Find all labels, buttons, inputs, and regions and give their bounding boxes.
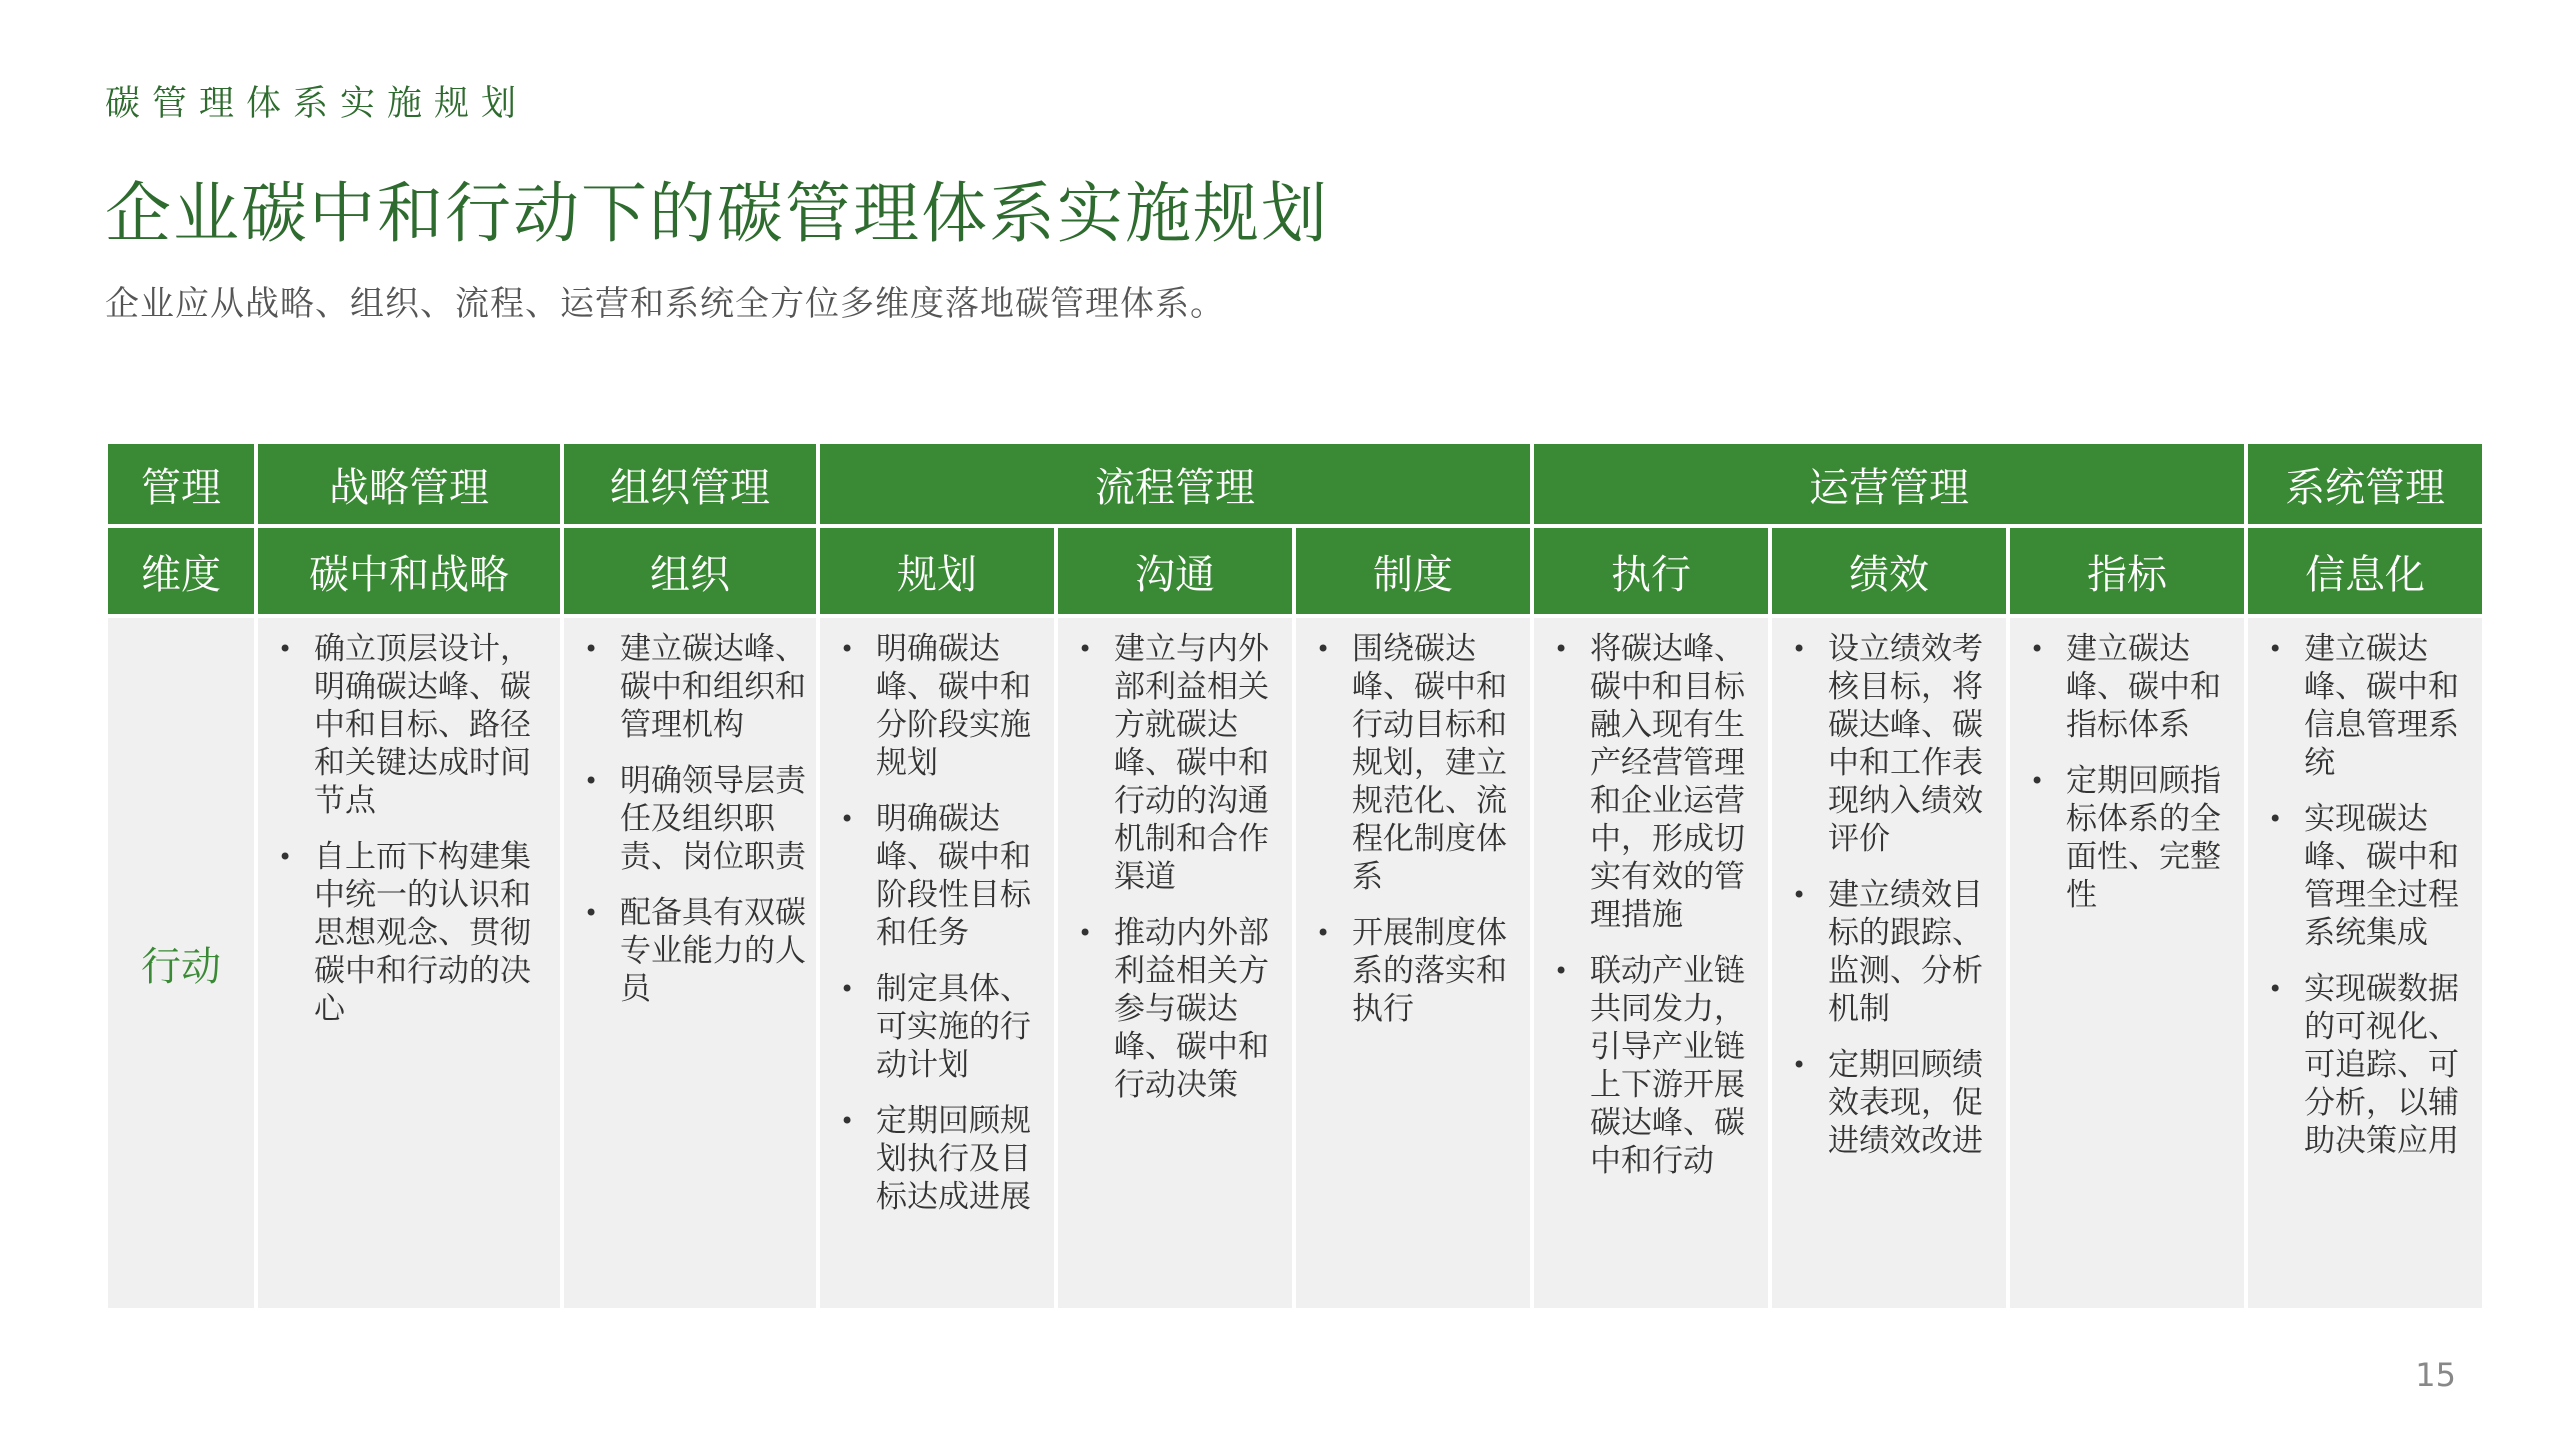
bullet-list xyxy=(1296,618,1530,1028)
section-label: 碳管理体系实施规划 xyxy=(105,84,529,124)
dimension-cell: 沟通 xyxy=(1058,528,1292,614)
action-cell xyxy=(2248,618,2482,1308)
bullet-list xyxy=(2248,618,2482,1160)
page-number: 15 xyxy=(2415,1356,2456,1394)
bullet-item: • 围绕碳达峰、碳中和行动目标和规划，建立规范化、流程化制度体系 xyxy=(1316,630,1520,896)
action-cell xyxy=(1772,618,2006,1308)
bullet-item: • 明确碳达峰、碳中和分阶段实施规划 xyxy=(840,630,1044,782)
action-cell xyxy=(2010,618,2244,1308)
bullet-item: • 将碳达峰、碳中和目标融入现有生产经营管理和企业运营中，形成切实有效的管理措施 xyxy=(1554,630,1758,934)
dimension-cell: 指标 xyxy=(2010,528,2244,614)
bullet-item: • 明确领导层责任及组织职责、岗位职责 xyxy=(584,762,806,876)
row-label-dimension: 维度 xyxy=(108,528,254,614)
row-label-management: 管理 xyxy=(108,444,254,524)
bullet-item: • 实现碳数据的可视化、可追踪、可分析，以辅助决策应用 xyxy=(2268,970,2472,1160)
action-cell xyxy=(1534,618,1768,1308)
bullet-item: • 定期回顾规划执行及目标达成进展 xyxy=(840,1102,1044,1216)
bullet-list xyxy=(1772,618,2006,1160)
bullet-item: • 实现碳达峰、碳中和管理全过程系统集成 xyxy=(2268,800,2472,952)
bullet-item: • 建立碳达峰、碳中和指标体系 xyxy=(2030,630,2234,744)
page-subtitle: 企业应从战略、组织、流程、运营和系统全方位多维度落地碳管理体系。 xyxy=(105,284,1225,324)
action-row xyxy=(108,618,2482,1308)
bullet-item: • 自上而下构建集中统一的认识和思想观念、贯彻碳中和行动的决心 xyxy=(278,838,550,1028)
bullet-item: • 明确碳达峰、碳中和阶段性目标和任务 xyxy=(840,800,1044,952)
action-cell xyxy=(1058,618,1292,1308)
bullet-list xyxy=(2010,618,2244,914)
row-label-action: 行动 xyxy=(108,618,254,1308)
bullet-item: • 制定具体、可实施的行动计划 xyxy=(840,970,1044,1084)
bullet-item: • 确立顶层设计，明确碳达峰、碳中和目标、路径和关键达成时间节点 xyxy=(278,630,550,820)
page-title: 企业碳中和行动下的碳管理体系实施规划 xyxy=(105,175,1329,252)
bullet-item: • 建立绩效目标的跟踪、监测、分析机制 xyxy=(1792,876,1996,1028)
dimension-cell: 绩效 xyxy=(1772,528,2006,614)
bullet-item: • 建立与内外部利益相关方就碳达峰、碳中和行动的沟通机制和合作渠道 xyxy=(1078,630,1282,896)
bullet-item: • 配备具有双碳专业能力的人员 xyxy=(584,894,806,1008)
group-strategy: 战略管理 xyxy=(258,444,560,524)
dimension-cell: 执行 xyxy=(1534,528,1768,614)
dimension-cell: 信息化 xyxy=(2248,528,2482,614)
bullet-item: • 建立碳达峰、碳中和组织和管理机构 xyxy=(584,630,806,744)
dimension-cell: 碳中和战略 xyxy=(258,528,560,614)
bullet-item: • 设立绩效考核目标，将碳达峰、碳中和工作表现纳入绩效评价 xyxy=(1792,630,1996,858)
group-process: 流程管理 xyxy=(820,444,1530,524)
bullet-list xyxy=(1534,618,1768,1180)
bullet-list xyxy=(1058,618,1292,1104)
bullet-item: • 定期回顾绩效表现，促进绩效改进 xyxy=(1792,1046,1996,1160)
dimension-cell: 组织 xyxy=(564,528,816,614)
action-cell xyxy=(564,618,816,1308)
dimension-row xyxy=(108,528,2482,614)
dimension-cell: 规划 xyxy=(820,528,1054,614)
management-matrix-table xyxy=(104,440,2486,1312)
bullet-list xyxy=(258,618,560,1028)
bullet-item: • 定期回顾指标体系的全面性、完整性 xyxy=(2030,762,2234,914)
action-cell xyxy=(258,618,560,1308)
bullet-item: • 建立碳达峰、碳中和信息管理系统 xyxy=(2268,630,2472,782)
bullet-list xyxy=(564,618,816,1008)
action-cell xyxy=(1296,618,1530,1308)
action-cell xyxy=(820,618,1054,1308)
bullet-item: • 联动产业链共同发力，引导产业链上下游开展碳达峰、碳中和行动 xyxy=(1554,952,1758,1180)
bullet-list xyxy=(820,618,1054,1216)
group-organization: 组织管理 xyxy=(564,444,816,524)
bullet-item: • 推动内外部利益相关方参与碳达峰、碳中和行动决策 xyxy=(1078,914,1282,1104)
group-operation: 运营管理 xyxy=(1534,444,2244,524)
group-system: 系统管理 xyxy=(2248,444,2482,524)
bullet-item: • 开展制度体系的落实和执行 xyxy=(1316,914,1520,1028)
dimension-cell: 制度 xyxy=(1296,528,1530,614)
management-row xyxy=(108,444,2482,524)
